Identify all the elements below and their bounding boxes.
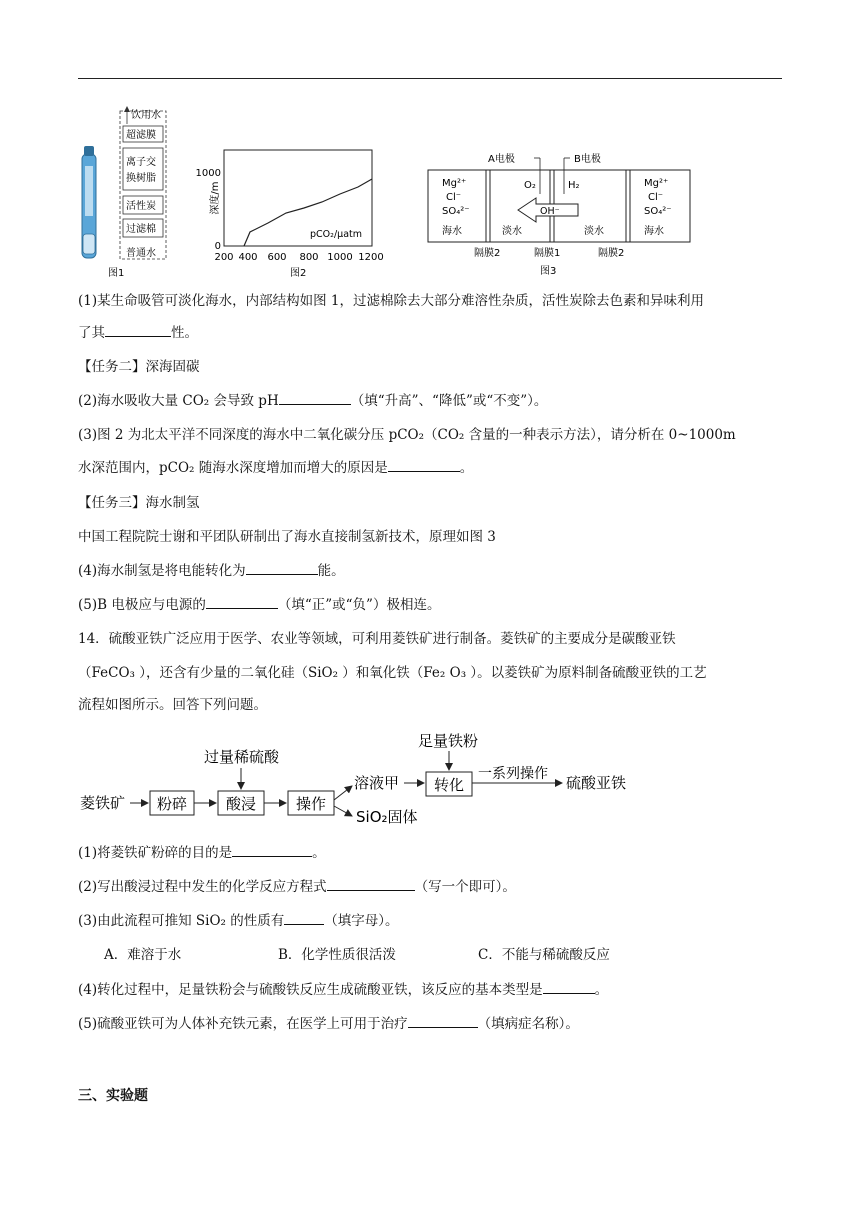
fig3-left-ion-3: SO₄²⁻ xyxy=(442,206,470,217)
fig1-layer-1: 超滤膜 xyxy=(126,130,156,141)
q2-b: （填“升高”、“降低”或“不变”）。 xyxy=(350,393,548,409)
figure-3 xyxy=(428,152,690,277)
fig2-xtick-200: 200 xyxy=(214,252,234,263)
s4-b: 。 xyxy=(594,982,609,998)
fig2-xtick-600: 600 xyxy=(267,252,287,263)
fig2-ylabel: 深度/m xyxy=(210,181,221,215)
q1-line2-a: 了其 xyxy=(78,325,105,341)
fig2-xtick-1000: 1000 xyxy=(327,252,353,263)
q1-line2 xyxy=(78,322,788,344)
s5-b: （填病症名称）。 xyxy=(477,1016,579,1032)
fig1-caption: 图1 xyxy=(108,268,125,279)
s5-a: (5)硫酸亚铁可为人体补充铁元素，在医学上可用于治疗 xyxy=(78,1016,408,1032)
fig1-layer-2b: 换树脂 xyxy=(126,173,156,184)
fig2-xtick-800: 800 xyxy=(299,252,319,263)
s2-a: (2)写出酸浸过程中发生的化学反应方程式 xyxy=(78,879,327,895)
q1-line1: (1)某生命吸管可淡化海水，内部结构如图 1，过滤棉除去大部分难溶性杂质，活性炭除去色素和异味利用 xyxy=(78,293,705,309)
q3-line1: (3)图 2 为北太平洋不同深度的海水中二氧化碳分压 pCO₂（CO₂ 含量的一种表示方法），请分析在 0~1000m xyxy=(78,427,736,443)
flow-branch-down: SiO₂固体 xyxy=(356,808,418,826)
q1-line2-b: 性。 xyxy=(171,325,198,341)
q5-b: （填“正”或“负”）极相连。 xyxy=(277,597,441,613)
s3-line xyxy=(78,910,788,932)
flow-box-4: 转化 xyxy=(434,776,465,794)
s2-answer-blank[interactable] xyxy=(327,876,415,891)
p14-line2: （FeCO₃ ），还含有少量的二氧化硅（SiO₂ ）和氧化铁（Fe₂ O₃ ）。以菱铁矿为原料制备硫酸亚铁的工艺 xyxy=(78,665,707,681)
figure-1 xyxy=(82,106,166,279)
s2-b: （写一个即可）。 xyxy=(414,879,516,895)
fig3-h2: H₂ xyxy=(568,180,580,191)
fig3-fresh-right: 淡水 xyxy=(584,226,604,237)
fig1-layer-4: 过滤棉 xyxy=(126,224,156,235)
fig1-top-label: 饮用水 xyxy=(131,110,161,121)
fig2-caption: 图2 xyxy=(290,268,307,279)
s4-line xyxy=(78,979,788,1001)
fig3-left-seawater: 海水 xyxy=(442,226,462,237)
s5-line xyxy=(78,1013,788,1035)
s5-answer-blank[interactable] xyxy=(408,1013,478,1028)
fig3-left-ion-1: Mg²⁺ xyxy=(442,178,467,189)
figure-row xyxy=(78,106,782,286)
q5-a: (5)B 电极应与电源的 xyxy=(78,597,206,613)
option-b[interactable]: B．化学性质很活泼 xyxy=(278,947,396,963)
flow-end: 硫酸亚铁 xyxy=(566,774,627,792)
s3-b: （填字母）。 xyxy=(324,913,399,929)
option-c[interactable]: C．不能与稀硫酸反应 xyxy=(478,947,610,963)
s4-answer-blank[interactable] xyxy=(543,979,595,994)
fig2-xtick-1200: 1200 xyxy=(358,252,384,263)
process-flow-diagram xyxy=(78,728,638,828)
flow-box-3: 操作 xyxy=(296,795,327,813)
flow-box-1: 粉碎 xyxy=(157,795,188,813)
figure-2 xyxy=(196,150,384,279)
flow-acid-label: 过量稀硫酸 xyxy=(204,748,280,766)
q2-line xyxy=(78,390,788,412)
option-a[interactable]: A．难溶于水 xyxy=(104,947,182,963)
fig3-oh: OH⁻ xyxy=(540,206,560,217)
fig1-layer-2: 离子交 xyxy=(126,157,156,168)
fig1-bottom-label: 普通水 xyxy=(126,248,156,259)
task3-intro: 中国工程院院士谢和平团队研制出了海水直接制氢新技术，原理如图 3 xyxy=(78,529,496,545)
fig3-membrane2-left: 隔膜2 xyxy=(474,248,501,259)
q5-answer-blank[interactable] xyxy=(206,594,278,609)
fig2-xtick-400: 400 xyxy=(238,252,258,263)
fig1-layer-3: 活性炭 xyxy=(126,201,156,212)
s1-answer-blank[interactable] xyxy=(232,842,312,857)
p14-line3: 流程如图所示。回答下列问题。 xyxy=(78,697,267,713)
flow-series-label: 一系列操作 xyxy=(478,766,548,782)
q1-answer-blank[interactable] xyxy=(105,322,171,337)
s1-b: 。 xyxy=(312,845,326,861)
fig3-right-ion-2: Cl⁻ xyxy=(648,192,664,203)
fig3-electrode-b: B电极 xyxy=(574,154,601,165)
s4-a: (4)转化过程中，足量铁粉会与硫酸铁反应生成硫酸亚铁，该反应的基本类型是 xyxy=(78,982,543,998)
q4-b: 能。 xyxy=(317,563,345,579)
s3-answer-blank[interactable] xyxy=(284,910,324,925)
header-rule xyxy=(78,78,782,79)
q2-answer-blank[interactable] xyxy=(279,390,351,405)
flow-iron-label: 足量铁粉 xyxy=(418,732,479,750)
fig3-right-ion-1: Mg²⁺ xyxy=(644,178,669,189)
flow-branch-up: 溶液甲 xyxy=(354,774,400,792)
q4-a: (4)海水制氢是将电能转化为 xyxy=(78,563,246,579)
fig3-right-seawater: 海水 xyxy=(644,226,664,237)
fig2-ytick-0: 0 xyxy=(214,241,221,252)
s2-line xyxy=(78,876,788,898)
fig3-o2: O₂ xyxy=(524,180,536,191)
fig2-ytick-1000: 1000 xyxy=(195,168,221,179)
task2-heading: 【任务二】深海固碳 xyxy=(78,359,200,375)
q3-answer-blank[interactable] xyxy=(388,457,460,472)
fig3-electrode-a: A电极 xyxy=(488,154,515,165)
fig3-fresh-left: 淡水 xyxy=(502,226,522,237)
task3-heading: 【任务三】海水制氢 xyxy=(78,495,200,511)
p14-line1: 14．硫酸亚铁广泛应用于医学、农业等领域，可利用菱铁矿进行制备。菱铁矿的主要成分是碳酸亚铁 xyxy=(78,631,676,647)
fig3-right-ion-3: SO₄²⁻ xyxy=(644,206,672,217)
q3-line2-b: 。 xyxy=(459,460,474,476)
q4-line xyxy=(78,560,788,582)
fig3-caption: 图3 xyxy=(540,266,557,277)
q2-a: (2)海水吸收大量 CO₂ 会导致 pH xyxy=(78,393,279,409)
fig3-left-ion-2: Cl⁻ xyxy=(446,192,462,203)
s1-a: (1)将菱铁矿粉碎的目的是 xyxy=(78,845,233,861)
fig3-membrane1: 隔膜1 xyxy=(534,248,561,259)
q5-line xyxy=(78,594,788,616)
q3-line2-a: 水深范围内，pCO₂ 随海水深度增加而增大的原因是 xyxy=(78,460,388,476)
q4-answer-blank[interactable] xyxy=(246,560,318,575)
fig3-membrane2-right: 隔膜2 xyxy=(598,248,625,259)
fig2-xlabel: pCO₂/μatm xyxy=(310,229,362,240)
section-heading: 三、实验题 xyxy=(78,1088,148,1104)
flow-box-2: 酸浸 xyxy=(226,795,257,813)
q3-line2 xyxy=(78,457,788,479)
s1-line xyxy=(78,842,788,864)
flow-start: 菱铁矿 xyxy=(80,794,126,812)
s3-a: (3)由此流程可推知 SiO₂ 的性质有 xyxy=(78,913,285,929)
